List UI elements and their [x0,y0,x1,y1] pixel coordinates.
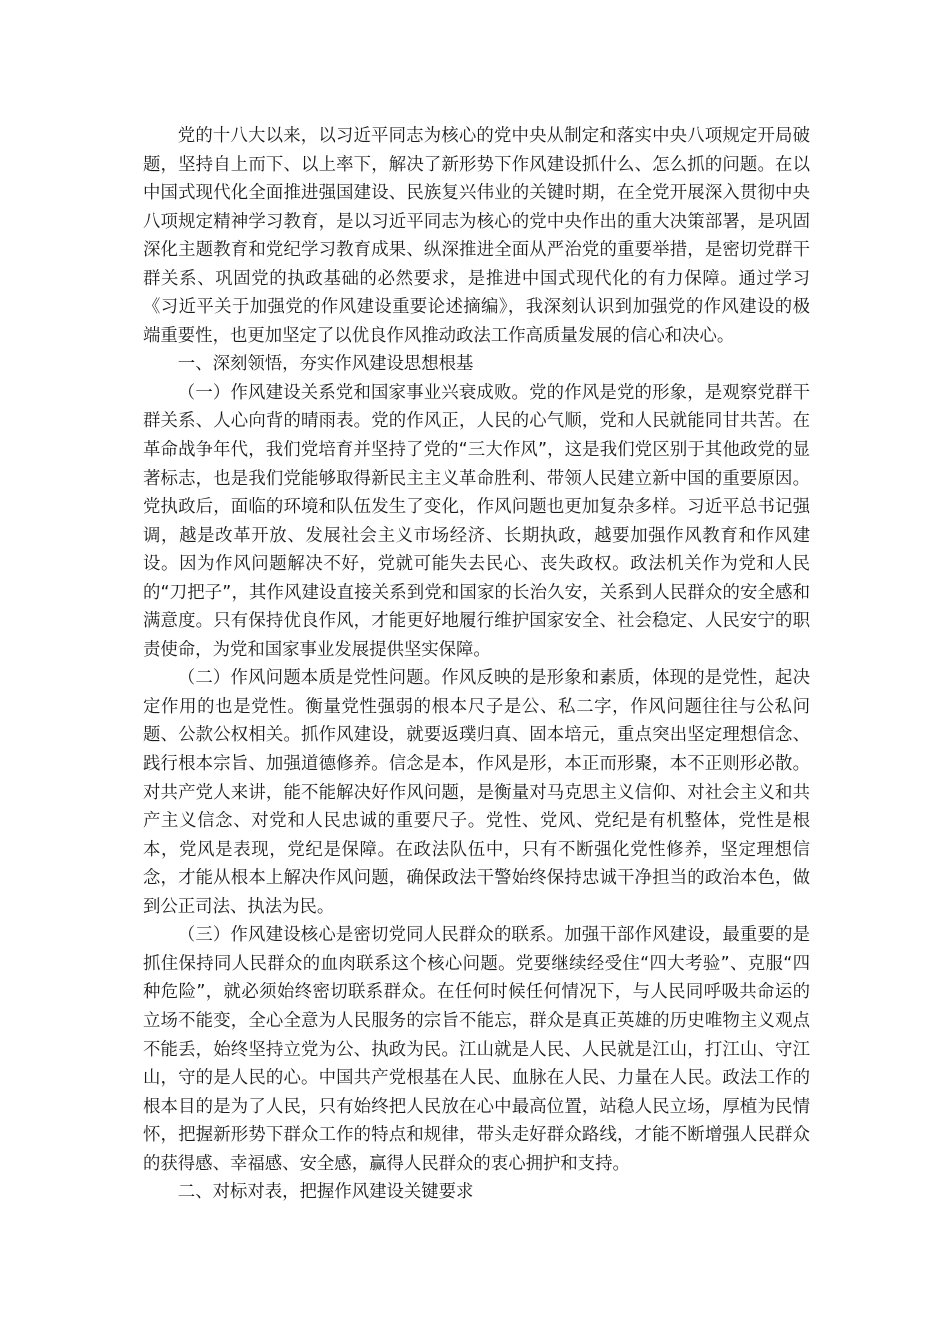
section-two-heading: 二、对标对表，把握作风建设关键要求 [177,1182,474,1203]
document-body [143,122,810,1207]
intro-paragraph: 党的十八大以来，以习近平同志为核心的党中央从制定和落实中央八项规定开局破题，坚持自上而下、以上率下，解决了新形势下作风建设抓什么、怎么抓的问题。在以中国式现代化全面推进强国建设、民族复兴伟业的关键时期，在全党开展深入贯彻中央八项规定精神学习教育，是以习近平同志为核心的党中央作出的重大决策部署，是巩固深化主题教育和党纪学习教育成果、纵深推进全面从严治党的重要举措，是密切党群干群关系、巩固党的执政基础的必然要求，是推进中国式现代化的有力保障。通过学习《习近平关于加强党的作风建设重要论述摘编》，我深刻认识到加强党的作风建设的极端重要性，也更加坚定了以优良作风推动政法工作高质量发展的信心和决心。 [143,126,810,346]
subsection-two-paragraph: （二）作风问题本质是党性问题。作风反映的是形象和素质，体现的是党性，起决定作用的也是党性。衡量党性强弱的根本尺子是公、私二字，作风问题往往与公私问题、公款公权相关。抓作风建设，就要返璞归真、固本培元，重点突出坚定理想信念、践行根本宗旨、加强道德修养。信念是本，作风是形，本正而形聚，本不正则形必散。对共产党人来讲，能不能解决好作风问题，是衡量对马克思主义信仰、对社会主义和共产主义信念、对党和人民忠诚的重要尺子。党性、党风、党纪是有机整体，党性是根本，党风是表现，党纪是保障。在政法队伍中，只有不断强化党性修养，坚定理想信念，才能从根本上解决作风问题，确保政法干警始终保持忠诚干净担当的政治本色，做到公正司法、执法为民。 [143,668,810,917]
section-one-heading: 一、深刻领悟，夯实作风建设思想根基 [177,354,474,375]
subsection-three-paragraph: （三）作风建设核心是密切党同人民群众的联系。加强干部作风建设，最重要的是抓住保持同人民群众的血肉联系这个核心问题。党要继续经受住“四大考验”、克服“四种危险”，就必须始终密切联系群众。在任何时候任何情况下，与人民同呼吸共命运的立场不能变，全心全意为人民服务的宗旨不能忘，群众是真正英雄的历史唯物主义观点不能丢，始终坚持立党为公、执政为民。江山就是人民、人民就是江山，打江山、守江山，守的是人民的心。中国共产党根基在人民、血脉在人民、力量在人民。政法工作的根本目的是为了人民，只有始终把人民放在心中最高位置，站稳人民立场，厚植为民情怀，把握新形势下群众工作的特点和规律，带头走好群众路线，才能不断增强人民群众的获得感、幸福感、安全感，赢得人民群众的衷心拥护和支持。 [143,925,810,1174]
subsection-one-paragraph: （一）作风建设关系党和国家事业兴衰成败。党的作风是党的形象，是观察党群干群关系、人心向背的晴雨表。党的作风正，人民的心气顺，党和人民就能同甘共苦。在革命战争年代，我们党培育并坚持了党的“三大作风”，这是我们党区别于其他政党的显著标志，也是我们党能够取得新民主主义革命胜利、带领人民建立新中国的重要原因。党执政后，面临的环境和队伍发生了变化，作风问题也更加复杂多样。习近平总书记强调，越是改革开放、发展社会主义市场经济、长期执政，越要加强作风教育和作风建设。因为作风问题解决不好，党就可能失去民心、丧失政权。政法机关作为党和人民的“刀把子”，其作风建设直接关系到党和国家的长治久安，关系到人民群众的安全感和满意度。只有保持优良作风，才能更好地履行维护国家安全、社会稳定、人民安宁的职责使命，为党和国家事业发展提供坚实保障。 [143,382,810,660]
